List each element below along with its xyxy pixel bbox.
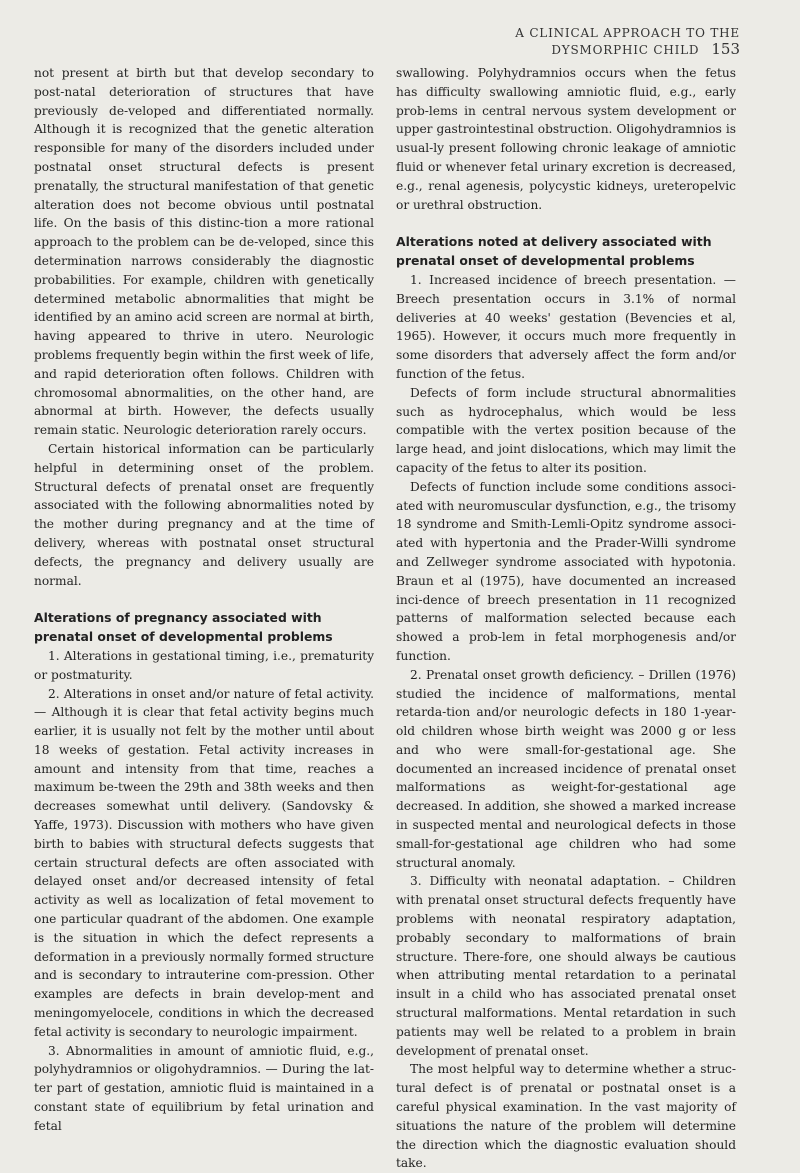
list-item: 1. Alterations in gestational timing, i.e., prematurity or postmaturity. [34,648,374,682]
right-column [396,64,736,1173]
list-item: 2. Alterations in onset and/or nature of fetal activity. — Although it is clear that fetal activity begins much earlier, it is usually not felt by the mother until about 18 weeks of gestation. Fetal activity increases in amount and intensity from that time, reaches a maximum be-tween the 29th and 38th weeks and then decreases somewhat until delivery. (Sandovsky & Yaffe, 1973). Discussion with mothers who have given birth to babies with structural defects suggests that certain structural defects are often associated with delayed onset and/or decreased intensity of fetal activity as well as localization of fetal movement to one particular quadrant of the abdomen. One example is the situation in which the defect represents a deformation in a previously normally formed structure and is secondary to intrauterine com-pression. Other examples are defects in brain develop-ment and meningomyelocele, conditions in which the decreased fetal activity is secondary to neurologic impairment. [34,686,374,1039]
list-item: 3. Difficulty with neonatal adaptation. – Children with prenatal onset structural defects frequently have problems with neonatal respiratory adaptation, probably secondary to malformations of brain structure. There-fore, one should always be cautious when attributing mental retardation to a perinatal insult in a child who has associated prenatal onset structural malformations. Mental retardation in such patients may well be related to a problem in brain development of prenatal onset. [396,874,736,1058]
section-heading: Alterations noted at delivery associated with prenatal onset of developmental problems [396,234,712,269]
list-item: 1. Increased incidence of breech presentation. — Breech presentation occurs in 3.1% of normal deliveries at 40 weeks' gestation (Bevencies et al, 1965). However, it occurs much more frequently in some disorders that adversely affect the form and/or function of the fetus. [396,272,736,381]
left-column [34,64,374,1136]
body-paragraph: not present at birth but that develop secondary to post-natal deterioration of structures that have previously de-veloped and differentiated normally. Although it is recognized that the genetic alteration responsible for many of the disorders included under postnatal onset structural defects is present prenatally, the structural manifestation of that genetic alteration does not become obvious until postnatal life. On the basis of this distinc-tion a more rational approach to the problem can be de-veloped, since this determination narrows considerably the diagnostic probabilities. For example, children with genetically determined metabolic abnormalities that might be identified by an amino acid screen are normal at birth, having appeared to thrive in utero. Neurologic problems frequently begin within the first week of life, and rapid deterioration often follows. Children with chromosomal abnormalities, on the other hand, are abnormal at birth. However, the defects usually remain static. Neurologic deterioration rarely occurs. [34,66,374,438]
running-title: A CLINICAL APPROACH TO THE DYSMORPHIC CHILD [515,26,740,57]
body-paragraph: Defects of form include structural abnormalities such as hydrocephalus, which would be less compatible with the vertex position because of the large head, and joint dislocations, which may limit the capacity of the fetus to alter its position. [396,385,736,475]
list-item: 2. Prenatal onset growth deficiency. – Drillen (1976) studied the incidence of malformations, mental retarda-tion and/or neurologic defects in 180 1-year-old children whose birth weight was 2000 g or less and who were small-for-gestational age. She documented an increased incidence of prenatal onset malformations as weight-for-gestational age decreased. In addition, she showed a marked increase in suspected mental and neurological defects in those small-for-gestational age children who had some structural anomaly. [396,667,736,870]
page-number: 153 [711,40,740,58]
section-heading: Alterations of pregnancy associated with prenatal onset of developmental problems [34,610,333,645]
list-item: 3. Abnormalities in amount of amniotic fluid, e.g., polyhydramnios or oligohydramnios. — During the lat-ter part of gestation, amniotic fluid is maintained in a constant state of equilibrium by fetal urination and fetal [34,1043,374,1133]
body-paragraph: The most helpful way to determine whether a struc-tural defect is of prenatal or postnatal onset is a careful physical examination. In the vast majority of situations the nature of the problem will determine the direction which the diagnostic evaluation should take. [396,1062,736,1171]
body-paragraph: Certain historical information can be particularly helpful in determining onset of the problem. Structural defects of prenatal onset are frequently associated with the following abnormalities noted by the mother during pregnancy and at the time of delivery, whereas with postnatal onset structural defects, the pregnancy and delivery usually are normal. [34,441,374,588]
body-paragraph: Defects of function include some conditions associ-ated with neuromuscular dysfunction, e.g., the trisomy 18 syndrome and Smith-Lemli-Opitz syndrome associ-ated with hypertonia and the Prader-Willi syndrome and Zellweger syndrome associated with hypotonia. Braun et al (1975), have documented an increased inci-dence of breech presentation in 11 recognized patterns of malformation selected because each showed a prob-lem in fetal morphogenesis and/or function. [396,479,736,663]
body-paragraph: swallowing. Polyhydramnios occurs when the fetus has difficulty swallowing amniotic fluid, e.g., early prob-lems in central nervous system development or upper gastrointestinal obstruction. Oligohydramnios is usual-ly present following chronic leakage of amniotic fluid or whenever fetal urinary excretion is decreased, e.g., renal agenesis, polycystic kidneys, ureteropelvic or urethral obstruction. [396,66,736,212]
running-header [420,26,740,58]
